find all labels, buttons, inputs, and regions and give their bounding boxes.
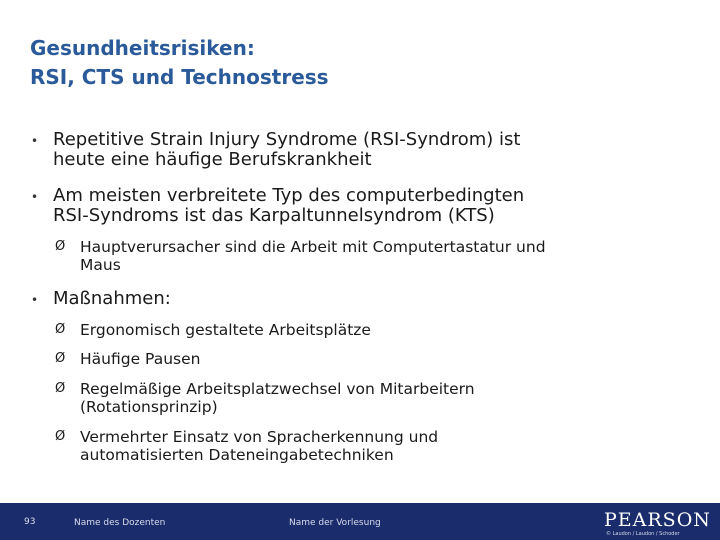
bullet-icon: • <box>31 134 39 148</box>
lecturer-name: Name des Dozenten <box>74 518 166 528</box>
subbullet-text-line: Regelmäßige Arbeitsplatzwechsel von Mitarbeitern <box>80 380 475 398</box>
subbullet-item-rotation <box>55 380 680 416</box>
subbullet-item-ergonomie <box>55 321 680 339</box>
bullet-icon: • <box>31 190 39 204</box>
arrow-bullet-icon: Ø <box>55 239 66 254</box>
subbullet-item-spracherkennung <box>55 428 680 464</box>
bullet-text-line: heute eine häufige Berufskrankheit <box>53 149 372 170</box>
bullet-item-massnahmen <box>31 288 663 309</box>
copyright-note: © Laudon / Laudon / Schoder <box>606 531 680 537</box>
subbullet-text-line: Hauptverursacher sind die Arbeit mit Computertastatur und <box>80 238 546 256</box>
lecture-name: Name der Vorlesung <box>289 518 381 528</box>
arrow-bullet-icon: Ø <box>55 381 66 396</box>
subbullet-text-line: Ergonomisch gestaltete Arbeitsplätze <box>80 321 371 339</box>
subbullet-text-line: automatisierten Dateneingabetechniken <box>80 446 394 464</box>
bullet-item-kts <box>31 185 663 226</box>
bullet-text-line: Maßnahmen: <box>53 288 171 309</box>
slide-title <box>30 34 329 92</box>
bullet-text-line: Repetitive Strain Injury Syndrome (RSI-Syndrom) ist <box>53 129 521 150</box>
slide-footer <box>0 503 720 540</box>
subbullet-text-line: Vermehrter Einsatz von Spracherkennung und <box>80 428 439 446</box>
subbullet-item-hauptverursacher <box>55 238 680 274</box>
subbullet-item-pausen <box>55 350 680 368</box>
bullet-text-line: Am meisten verbreitete Typ des computerbedingten <box>53 185 525 206</box>
slide-title-line-1: Gesundheitsrisiken: <box>30 36 255 60</box>
arrow-bullet-icon: Ø <box>55 322 66 337</box>
bullet-icon: • <box>31 293 39 307</box>
subbullet-text-line: (Rotationsprinzip) <box>80 398 218 416</box>
arrow-bullet-icon: Ø <box>55 351 66 366</box>
pearson-logo: PEARSON <box>604 509 711 531</box>
bullet-text-line: RSI-Syndroms ist das Karpaltunnelsyndrom (KTS) <box>53 205 495 226</box>
bullet-item-rsi <box>31 129 663 170</box>
slide-title-line-2: RSI, CTS und Technostress <box>30 65 329 89</box>
subbullet-text-line: Maus <box>80 256 121 274</box>
subbullet-text-line: Häufige Pausen <box>80 350 201 368</box>
arrow-bullet-icon: Ø <box>55 429 66 444</box>
page-number: 93 <box>24 517 36 527</box>
